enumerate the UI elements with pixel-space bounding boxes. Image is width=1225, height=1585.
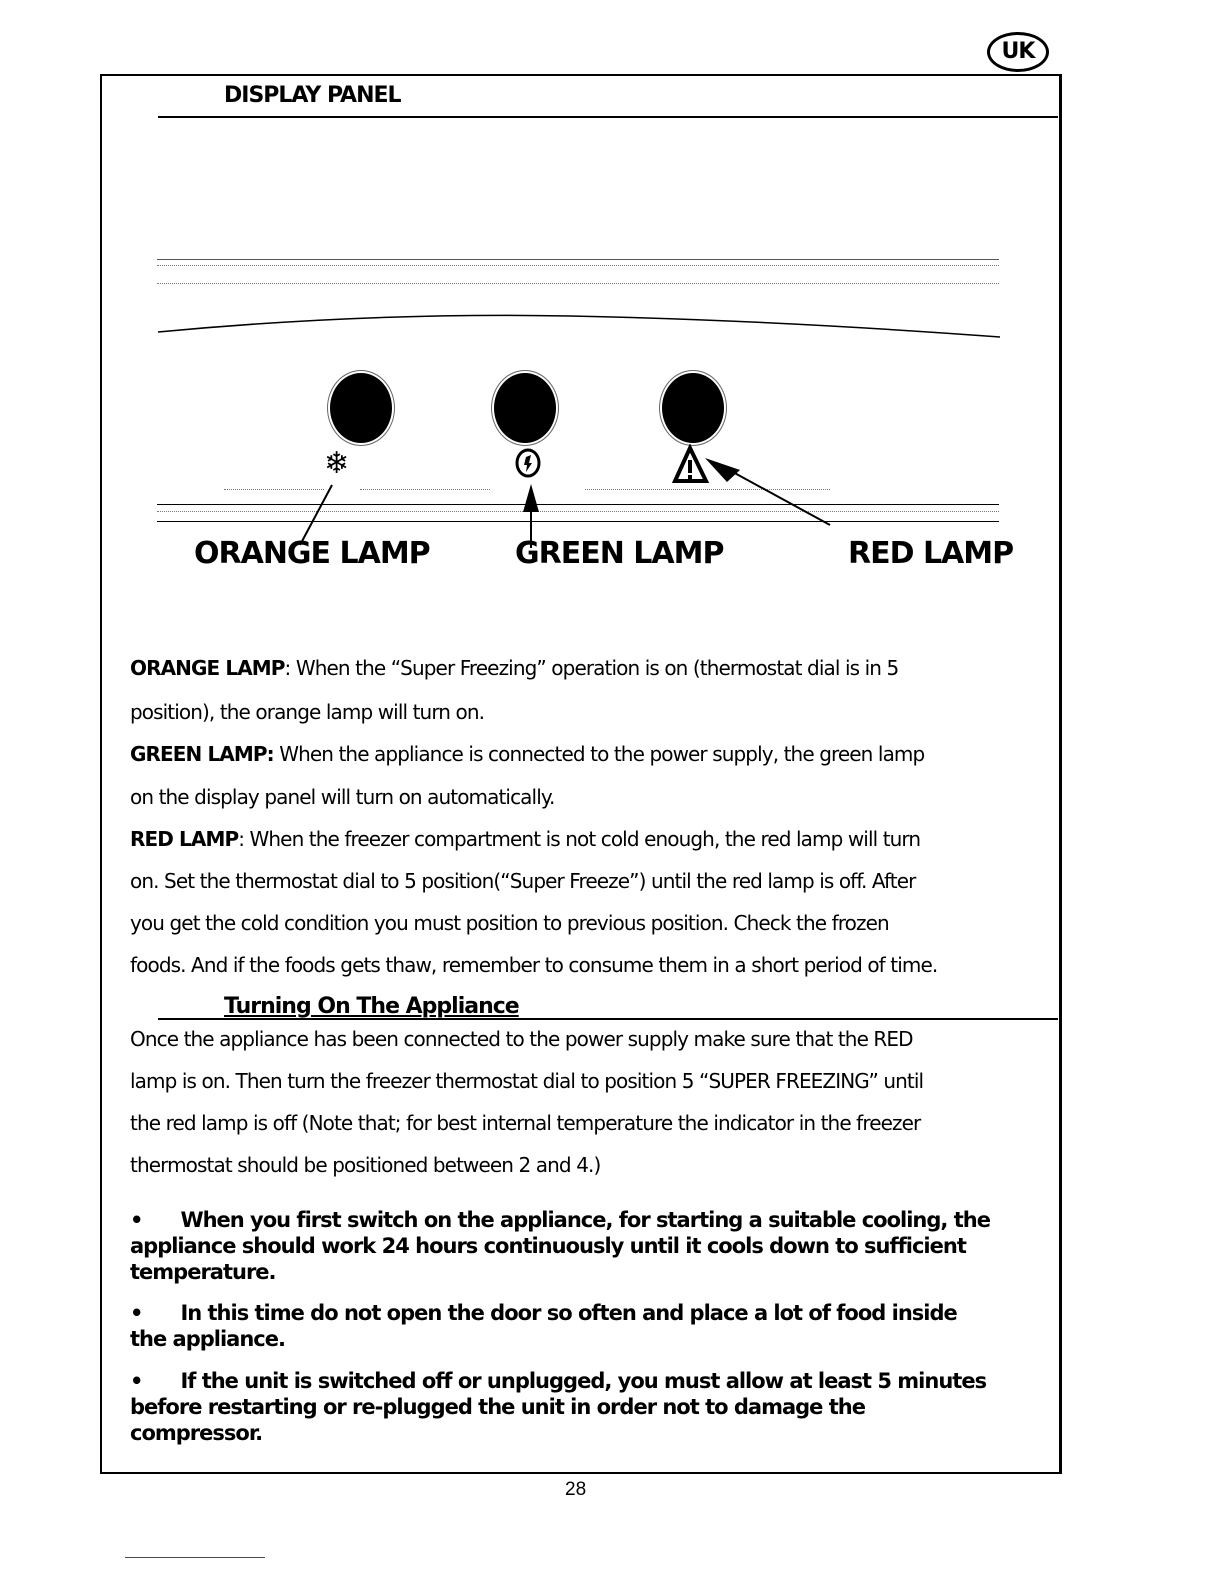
- bullet-2-line2: the appliance.: [130, 1327, 285, 1351]
- section2-line3: the red lamp is off (Note that; for best internal temperature the indicator in the freezer: [130, 1111, 921, 1135]
- orange-lamp-label: ORANGE LAMP: [194, 536, 430, 571]
- bullet-1-line3: temperature.: [130, 1260, 276, 1284]
- uk-badge: UK: [987, 32, 1049, 72]
- bullet-3-line3: compressor.: [130, 1421, 263, 1445]
- page-number: 28: [565, 1479, 587, 1500]
- desc-green-line1: GREEN LAMP: When the appliance is connected to the power supply, the green lamp: [130, 742, 925, 766]
- red-lamp-label: RED LAMP: [848, 536, 1014, 571]
- desc-green-line2: on the display panel will turn on automatically.: [130, 785, 555, 809]
- green-lamp-indicator: [494, 373, 556, 443]
- red-lamp-indicator: [662, 373, 724, 443]
- section2-line2: lamp is on. Then turn the freezer thermostat dial to position 5 “SUPER FREEZING” until: [130, 1069, 924, 1093]
- desc-orange-line1: ORANGE LAMP: When the “Super Freezing” operation is on (thermostat dial is in 5: [130, 656, 899, 680]
- desc-red-line1: RED LAMP: When the freezer compartment is not cold enough, the red lamp will turn: [130, 827, 921, 851]
- desc-red-line2: on. Set the thermostat dial to 5 position(“Super Freeze”) until the red lamp is off. After: [130, 869, 916, 893]
- bullet-icon: •: [130, 1208, 143, 1232]
- orange-lamp-indicator: [330, 373, 392, 443]
- bullet-1-line1: • When you first switch on the appliance, for starting a suitable cooling, the: [130, 1208, 990, 1232]
- green-lamp-label: GREEN LAMP: [515, 536, 724, 571]
- bullet-3-line1: • If the unit is switched off or unplugged, you must allow at least 5 minutes: [130, 1369, 987, 1393]
- desc-orange-line2: position), the orange lamp will turn on.: [130, 700, 485, 724]
- section2-line1: Once the appliance has been connected to the power supply make sure that the RED: [130, 1027, 913, 1051]
- bullet-1-line2: appliance should work 24 hours continuously until it cools down to sufficient: [130, 1234, 966, 1258]
- bullet-icon: •: [130, 1369, 143, 1393]
- section2-title: Turning On The Appliance: [224, 994, 519, 1019]
- desc-red-line3: you get the cold condition you must position to previous position. Check the frozen: [130, 911, 889, 935]
- bullet-icon: •: [130, 1301, 143, 1325]
- bullet-2-line1: • In this time do not open the door so often and place a lot of food inside: [130, 1301, 957, 1325]
- section-title: DISPLAY PANEL: [224, 83, 401, 108]
- link-underline: [125, 1557, 265, 1558]
- title-rule: [158, 116, 1058, 118]
- section2-line4: thermostat should be positioned between 2 and 4.): [130, 1153, 601, 1177]
- desc-red-line4: foods. And if the foods gets thaw, remember to consume them in a short period of time.: [130, 953, 938, 977]
- snowflake-icon: ❄: [324, 446, 350, 481]
- bullet-3-line2: before restarting or re-plugged the unit in order not to damage the: [130, 1395, 865, 1419]
